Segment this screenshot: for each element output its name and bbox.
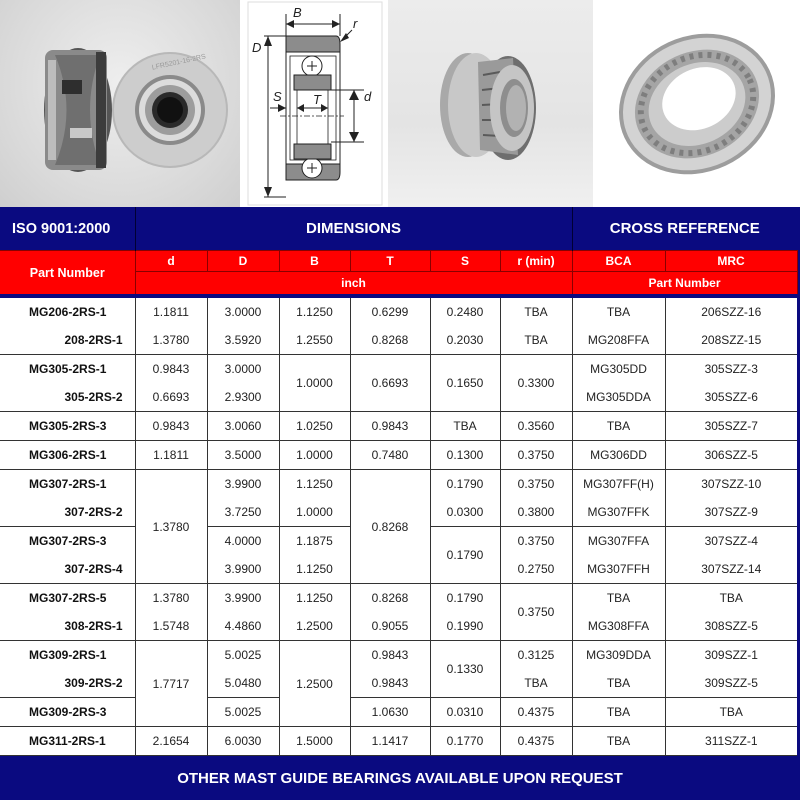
dim-label-B: B xyxy=(293,5,302,20)
cell-bca: MG208FFA xyxy=(572,326,665,355)
cell-T: 0.6693 xyxy=(350,355,430,412)
cell-mrc: 208SZZ-15 xyxy=(665,326,797,355)
cell-r: TBA xyxy=(500,669,572,698)
cell-B: 1.0000 xyxy=(279,441,350,470)
col-header-T: T xyxy=(350,251,430,272)
cell-S: 0.2480 xyxy=(430,296,500,326)
cell-d: 1.5748 xyxy=(135,612,207,641)
cell-r: 0.3750 xyxy=(500,527,572,556)
iso-certification-header: ISO 9001:2000 xyxy=(0,207,135,251)
cell-B: 1.0000 xyxy=(279,355,350,412)
cell-r: 0.3125 xyxy=(500,641,572,670)
cell-D: 3.7250 xyxy=(207,498,279,527)
cell-D: 3.0060 xyxy=(207,412,279,441)
cell-D: 3.0000 xyxy=(207,296,279,326)
cell-bca: TBA xyxy=(572,296,665,326)
cell-bca: TBA xyxy=(572,584,665,613)
cell-B: 1.1250 xyxy=(279,584,350,613)
cell-mrc: 305SZZ-7 xyxy=(665,412,797,441)
table-row xyxy=(0,584,797,613)
part-number: 305-2RS-2 xyxy=(0,383,135,412)
cell-mrc: TBA xyxy=(665,584,797,613)
cell-T: 1.1417 xyxy=(350,727,430,756)
cell-mrc: 309SZZ-1 xyxy=(665,641,797,670)
cell-bca: MG307FFH xyxy=(572,555,665,584)
cell-mrc: TBA xyxy=(665,698,797,727)
cell-D: 3.5920 xyxy=(207,326,279,355)
cell-d: 0.9843 xyxy=(135,355,207,384)
cell-r: 0.3750 xyxy=(500,584,572,641)
part-number: MG305-2RS-3 xyxy=(0,412,135,441)
cylindrical-roller-bearing-photo xyxy=(593,0,800,207)
dim-label-S: S xyxy=(273,89,282,104)
cell-T: 1.0630 xyxy=(350,698,430,727)
cell-D: 5.0025 xyxy=(207,698,279,727)
cell-T: 0.8268 xyxy=(350,584,430,613)
unit-label: inch xyxy=(135,272,572,297)
col-header-mrc: MRC xyxy=(665,251,797,272)
cell-bca: MG307FF(H) xyxy=(572,470,665,499)
part-number: MG305-2RS-1 xyxy=(0,355,135,384)
cell-S: TBA xyxy=(430,412,500,441)
cell-r: TBA xyxy=(500,326,572,355)
part-number: 307-2RS-4 xyxy=(0,555,135,584)
table-row xyxy=(0,470,797,499)
col-header-r-min: r (min) xyxy=(500,251,572,272)
cell-mrc: 308SZZ-5 xyxy=(665,612,797,641)
cell-r: TBA xyxy=(500,296,572,326)
cell-d: 0.9843 xyxy=(135,412,207,441)
cell-T: 0.9843 xyxy=(350,669,430,698)
table-row xyxy=(0,698,797,727)
cell-D: 4.4860 xyxy=(207,612,279,641)
cell-S: 0.2030 xyxy=(430,326,500,355)
part-number: 307-2RS-2 xyxy=(0,498,135,527)
cell-B: 1.2500 xyxy=(279,641,350,727)
cell-bca: MG306DD xyxy=(572,441,665,470)
part-number: 308-2RS-1 xyxy=(0,612,135,641)
dimension-diagram xyxy=(240,0,388,207)
cell-B: 1.2500 xyxy=(279,612,350,641)
cell-B: 1.2550 xyxy=(279,326,350,355)
part-number: MG206-2RS-1 xyxy=(0,296,135,326)
cell-mrc: 307SZZ-9 xyxy=(665,498,797,527)
cell-mrc: 307SZZ-4 xyxy=(665,527,797,556)
cell-B: 1.0000 xyxy=(279,498,350,527)
col-header-bca: BCA xyxy=(572,251,665,272)
cell-bca: TBA xyxy=(572,698,665,727)
footer-notice: OTHER MAST GUIDE BEARINGS AVAILABLE UPON REQUEST xyxy=(177,770,623,787)
cell-D: 3.0000 xyxy=(207,355,279,384)
cell-d: 1.3780 xyxy=(135,326,207,355)
cell-S: 0.1790 xyxy=(430,527,500,584)
col-header-part-number: Part Number xyxy=(0,251,135,297)
cell-d: 2.1654 xyxy=(135,727,207,756)
table-row xyxy=(0,326,797,355)
bearing-spec-table xyxy=(0,207,798,756)
cell-D: 4.0000 xyxy=(207,527,279,556)
cell-bca: MG307FFK xyxy=(572,498,665,527)
cell-D: 3.5000 xyxy=(207,441,279,470)
cell-T: 0.9843 xyxy=(350,641,430,670)
cell-B: 1.1250 xyxy=(279,555,350,584)
cell-B: 1.5000 xyxy=(279,727,350,756)
cell-D: 5.0480 xyxy=(207,669,279,698)
part-number: 309-2RS-2 xyxy=(0,669,135,698)
cell-D: 3.9900 xyxy=(207,470,279,499)
tapered-roller-bearing-photo xyxy=(388,0,593,207)
cell-r: 0.3560 xyxy=(500,412,572,441)
part-number: MG307-2RS-3 xyxy=(0,527,135,556)
cell-r: 0.3750 xyxy=(500,470,572,499)
cell-mrc: 309SZZ-5 xyxy=(665,669,797,698)
cell-D: 6.0030 xyxy=(207,727,279,756)
cell-D: 3.9900 xyxy=(207,555,279,584)
cell-mrc: 307SZZ-14 xyxy=(665,555,797,584)
cross-reference-header: CROSS REFERENCE xyxy=(572,207,797,251)
cell-B: 1.0250 xyxy=(279,412,350,441)
cell-r: 0.3800 xyxy=(500,498,572,527)
cell-d: 1.7717 xyxy=(135,641,207,727)
table-row xyxy=(0,669,797,698)
part-number: 208-2RS-1 xyxy=(0,326,135,355)
cell-T: 0.8268 xyxy=(350,326,430,355)
cell-D: 3.9900 xyxy=(207,584,279,613)
table-row xyxy=(0,412,797,441)
cell-T: 0.7480 xyxy=(350,441,430,470)
part-number: MG309-2RS-1 xyxy=(0,641,135,670)
cell-r: 0.3300 xyxy=(500,355,572,412)
table-row xyxy=(0,355,797,384)
col-header-S: S xyxy=(430,251,500,272)
part-number: MG306-2RS-1 xyxy=(0,441,135,470)
cell-S: 0.0310 xyxy=(430,698,500,727)
cell-T: 0.8268 xyxy=(350,470,430,584)
part-number: MG311-2RS-1 xyxy=(0,727,135,756)
cell-bca: MG308FFA xyxy=(572,612,665,641)
cell-bca: TBA xyxy=(572,727,665,756)
col-header-D: D xyxy=(207,251,279,272)
table-row xyxy=(0,441,797,470)
cell-S: 0.1770 xyxy=(430,727,500,756)
cell-d: 1.1811 xyxy=(135,296,207,326)
cell-B: 1.1875 xyxy=(279,527,350,556)
cell-S: 0.1330 xyxy=(430,641,500,698)
dim-label-T: T xyxy=(313,92,321,107)
dim-label-D: D xyxy=(252,40,262,55)
bearing-engraving: LFR5201-16-2RS xyxy=(151,53,207,72)
cell-S: 0.1300 xyxy=(430,441,500,470)
cell-r: 0.4375 xyxy=(500,698,572,727)
table-row xyxy=(0,727,797,756)
cell-B: 1.1250 xyxy=(279,470,350,499)
table-row xyxy=(0,296,797,326)
cell-D: 5.0025 xyxy=(207,641,279,670)
cell-S: 0.1790 xyxy=(430,470,500,499)
cell-T: 0.6299 xyxy=(350,296,430,326)
cell-S: 0.0300 xyxy=(430,498,500,527)
cell-S: 0.1990 xyxy=(430,612,500,641)
cell-S: 0.1790 xyxy=(430,584,500,613)
xref-part-number-label: Part Number xyxy=(572,272,797,297)
cell-B: 1.1250 xyxy=(279,296,350,326)
cell-d: 1.3780 xyxy=(135,584,207,613)
cell-mrc: 305SZZ-3 xyxy=(665,355,797,384)
cell-bca: MG305DDA xyxy=(572,383,665,412)
cell-bca: MG309DDA xyxy=(572,641,665,670)
track-roller-bearing-photo xyxy=(0,0,240,207)
bearing-spec-sheet xyxy=(0,207,800,800)
dim-label-d: d xyxy=(364,89,372,104)
part-number: MG307-2RS-1 xyxy=(0,470,135,499)
cell-mrc: 206SZZ-16 xyxy=(665,296,797,326)
table-row xyxy=(0,641,797,670)
cell-mrc: 311SZZ-1 xyxy=(665,727,797,756)
cell-r: 0.3750 xyxy=(500,441,572,470)
table-row xyxy=(0,612,797,641)
cell-bca: MG305DD xyxy=(572,355,665,384)
product-photo-strip xyxy=(0,0,800,207)
cell-bca: MG307FFA xyxy=(572,527,665,556)
cell-d: 1.1811 xyxy=(135,441,207,470)
dim-label-r: r xyxy=(353,16,358,31)
cell-T: 0.9843 xyxy=(350,412,430,441)
cell-bca: TBA xyxy=(572,412,665,441)
cell-r: 0.2750 xyxy=(500,555,572,584)
part-number: MG309-2RS-3 xyxy=(0,698,135,727)
cell-T: 0.9055 xyxy=(350,612,430,641)
dimensions-header: DIMENSIONS xyxy=(135,207,572,251)
cell-bca: TBA xyxy=(572,669,665,698)
part-number: MG307-2RS-5 xyxy=(0,584,135,613)
cell-S: 0.1650 xyxy=(430,355,500,412)
col-header-B: B xyxy=(279,251,350,272)
cell-r: 0.4375 xyxy=(500,727,572,756)
cell-mrc: 307SZZ-10 xyxy=(665,470,797,499)
cell-d: 1.3780 xyxy=(135,470,207,584)
cell-D: 2.9300 xyxy=(207,383,279,412)
cell-mrc: 306SZZ-5 xyxy=(665,441,797,470)
col-header-d: d xyxy=(135,251,207,272)
cell-mrc: 305SZZ-6 xyxy=(665,383,797,412)
cell-d: 0.6693 xyxy=(135,383,207,412)
